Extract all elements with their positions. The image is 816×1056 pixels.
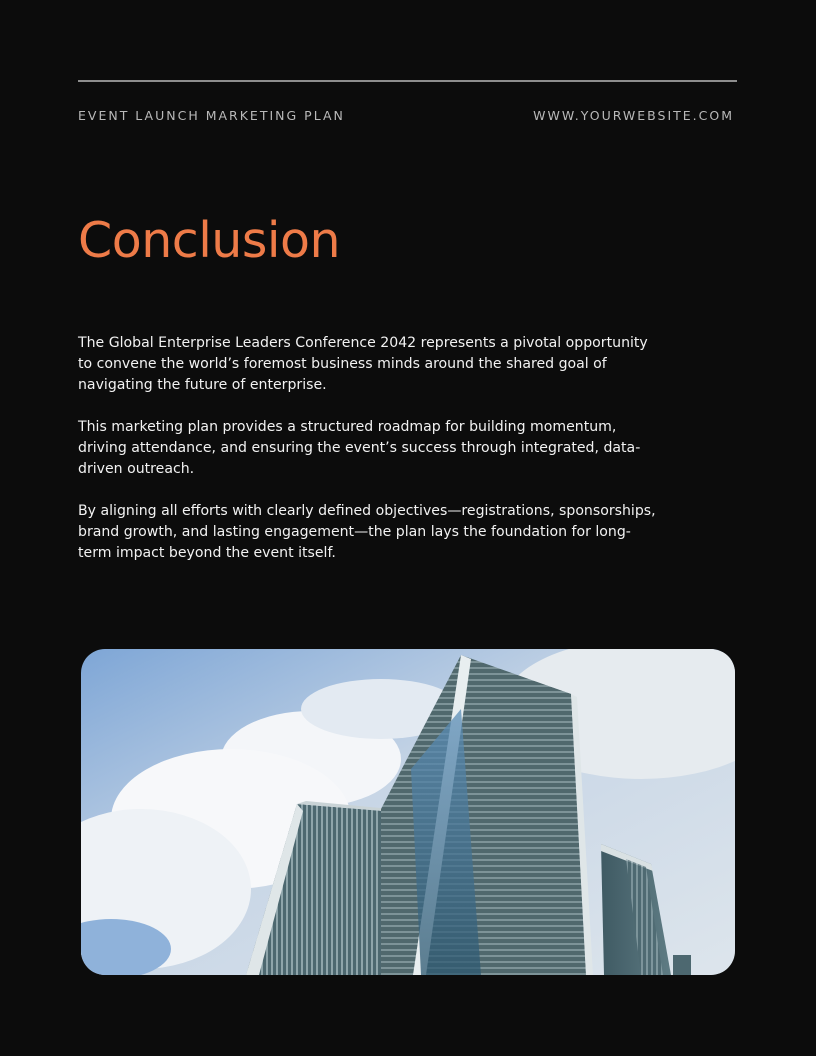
header-divider	[78, 80, 737, 82]
body-text	[78, 333, 658, 585]
paragraph-intro: The Global Enterprise Leaders Conference 2042 represents a pivotal opportunity to convene the world’s foremost business minds around the shared goal of navigating the future of enterprise.	[78, 335, 648, 393]
website-link[interactable]: WWW.YOURWEBSITE.COM	[533, 108, 734, 123]
document-label: EVENT LAUNCH MARKETING PLAN	[78, 108, 345, 123]
paragraph-roadmap: This marketing plan provides a structured roadmap for building momentum, driving attendance, and ensuring the event’s success through integrated, data-driven outreach.	[78, 419, 641, 477]
page-title: Conclusion	[78, 212, 341, 269]
skyscraper-photo	[81, 649, 735, 975]
paragraph-objectives: By aligning all efforts with clearly defined objectives—registrations, sponsorships, brand growth, and lasting engagement—the plan lays the foundation for long-term impact beyond the event itself.	[78, 503, 656, 561]
